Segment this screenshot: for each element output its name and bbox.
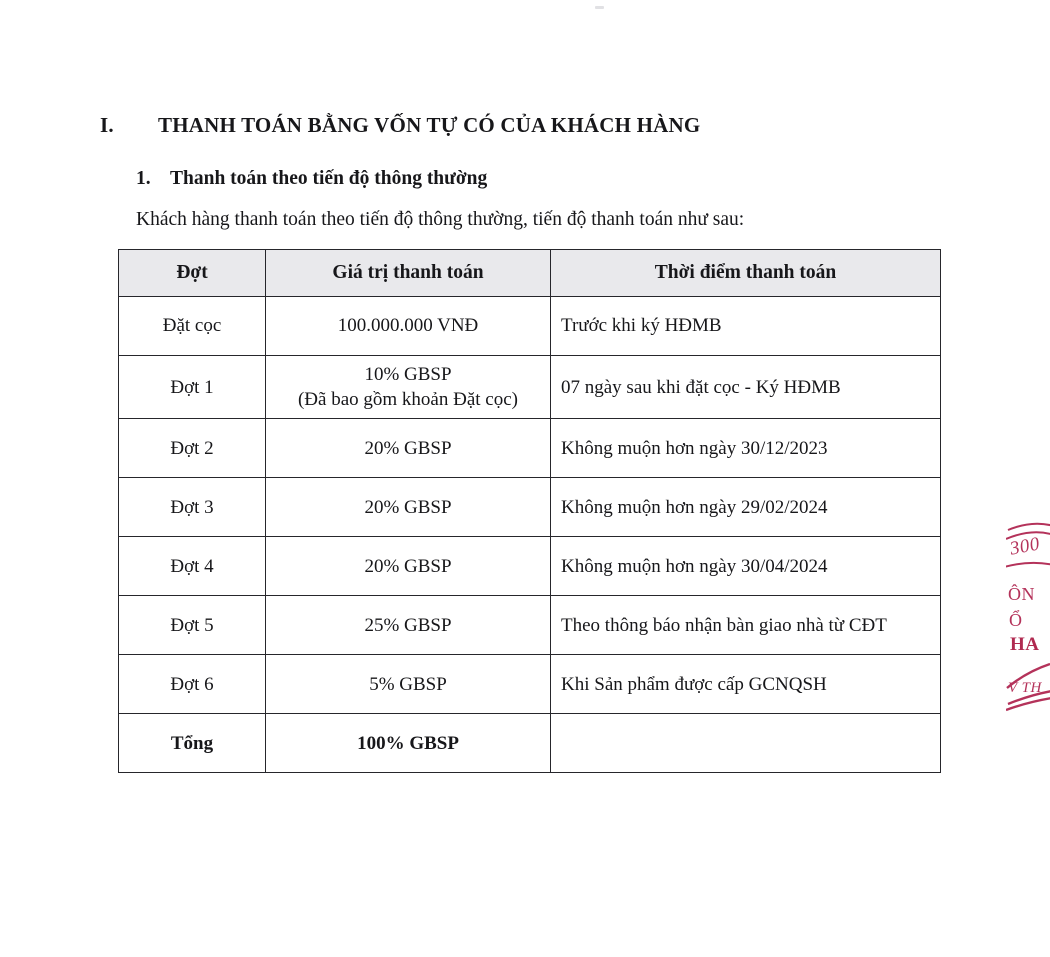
stamp-text-cong: ÔN xyxy=(1008,584,1035,604)
cell-value: 20% GBSP xyxy=(266,419,551,478)
cell-time: Theo thông báo nhận bàn giao nhà từ CĐT xyxy=(551,596,941,655)
table-row xyxy=(119,478,941,537)
cell-value: 100.000.000 VNĐ xyxy=(266,297,551,356)
cell-time: Không muộn hơn ngày 30/12/2023 xyxy=(551,419,941,478)
cell-value: 20% GBSP xyxy=(266,537,551,596)
stamp-text-ha: HA xyxy=(1010,634,1040,655)
cell-installment: Tổng xyxy=(119,714,266,773)
section-number: I. xyxy=(100,113,114,137)
cell-installment: Đợt 1 xyxy=(119,356,266,419)
company-stamp xyxy=(1006,512,1050,712)
scan-artifact xyxy=(595,6,604,9)
subsection-title: Thanh toán theo tiến độ thông thường xyxy=(170,168,488,189)
cell-installment: Đợt 6 xyxy=(119,655,266,714)
cell-value-note: (Đã bao gồm khoản Đặt cọc) xyxy=(297,389,518,411)
cell-time: 07 ngày sau khi đặt cọc - Ký HĐMB xyxy=(551,356,941,419)
section-title: THANH TOÁN BẰNG VỐN TỰ CÓ CỦA KHÁCH HÀNG xyxy=(158,113,701,137)
payment-schedule-table xyxy=(118,249,941,773)
table-header xyxy=(119,250,941,297)
subsection-heading xyxy=(136,168,936,190)
intro-paragraph: Khách hàng thanh toán theo tiến độ thông thường, tiến độ thanh toán như sau: xyxy=(136,209,745,230)
cell-value: 25% GBSP xyxy=(266,596,551,655)
stamp-text-300: 300 xyxy=(1008,533,1042,560)
table-body xyxy=(119,297,941,773)
cell-value: 100% GBSP xyxy=(266,714,551,773)
cell-value: 20% GBSP xyxy=(266,478,551,537)
cell-installment: Đặt cọc xyxy=(119,297,266,356)
column-header-time: Thời điểm thanh toán xyxy=(551,250,941,297)
cell-installment: Đợt 4 xyxy=(119,537,266,596)
cell-time: Không muộn hơn ngày 30/04/2024 xyxy=(551,537,941,596)
table-row xyxy=(119,537,941,596)
cell-time: Trước khi ký HĐMB xyxy=(551,297,941,356)
cell-time: Không muộn hơn ngày 29/02/2024 xyxy=(551,478,941,537)
column-header-installment: Đợt xyxy=(119,250,266,297)
table-row xyxy=(119,356,941,419)
column-header-value: Giá trị thanh toán xyxy=(266,250,551,297)
table-row xyxy=(119,596,941,655)
cell-installment: Đợt 2 xyxy=(119,419,266,478)
table-row xyxy=(119,655,941,714)
cell-value: 5% GBSP xyxy=(266,655,551,714)
cell-value xyxy=(266,356,551,419)
table-row xyxy=(119,297,941,356)
stamp-arcs-icon xyxy=(1006,512,1050,712)
cell-installment: Đợt 3 xyxy=(119,478,266,537)
table-header-row xyxy=(119,250,941,297)
cell-installment: Đợt 5 xyxy=(119,596,266,655)
cell-time xyxy=(551,714,941,773)
table-row xyxy=(119,419,941,478)
cell-time: Khi Sản phẩm được cấp GCNQSH xyxy=(551,655,941,714)
table-row xyxy=(119,714,941,773)
cell-value-main: 10% GBSP xyxy=(364,364,452,385)
stamp-text-co: Ổ xyxy=(1009,610,1023,630)
subsection-number: 1. xyxy=(136,168,151,189)
stamp-text-vth: V TH xyxy=(1008,680,1042,696)
section-heading xyxy=(100,113,900,138)
